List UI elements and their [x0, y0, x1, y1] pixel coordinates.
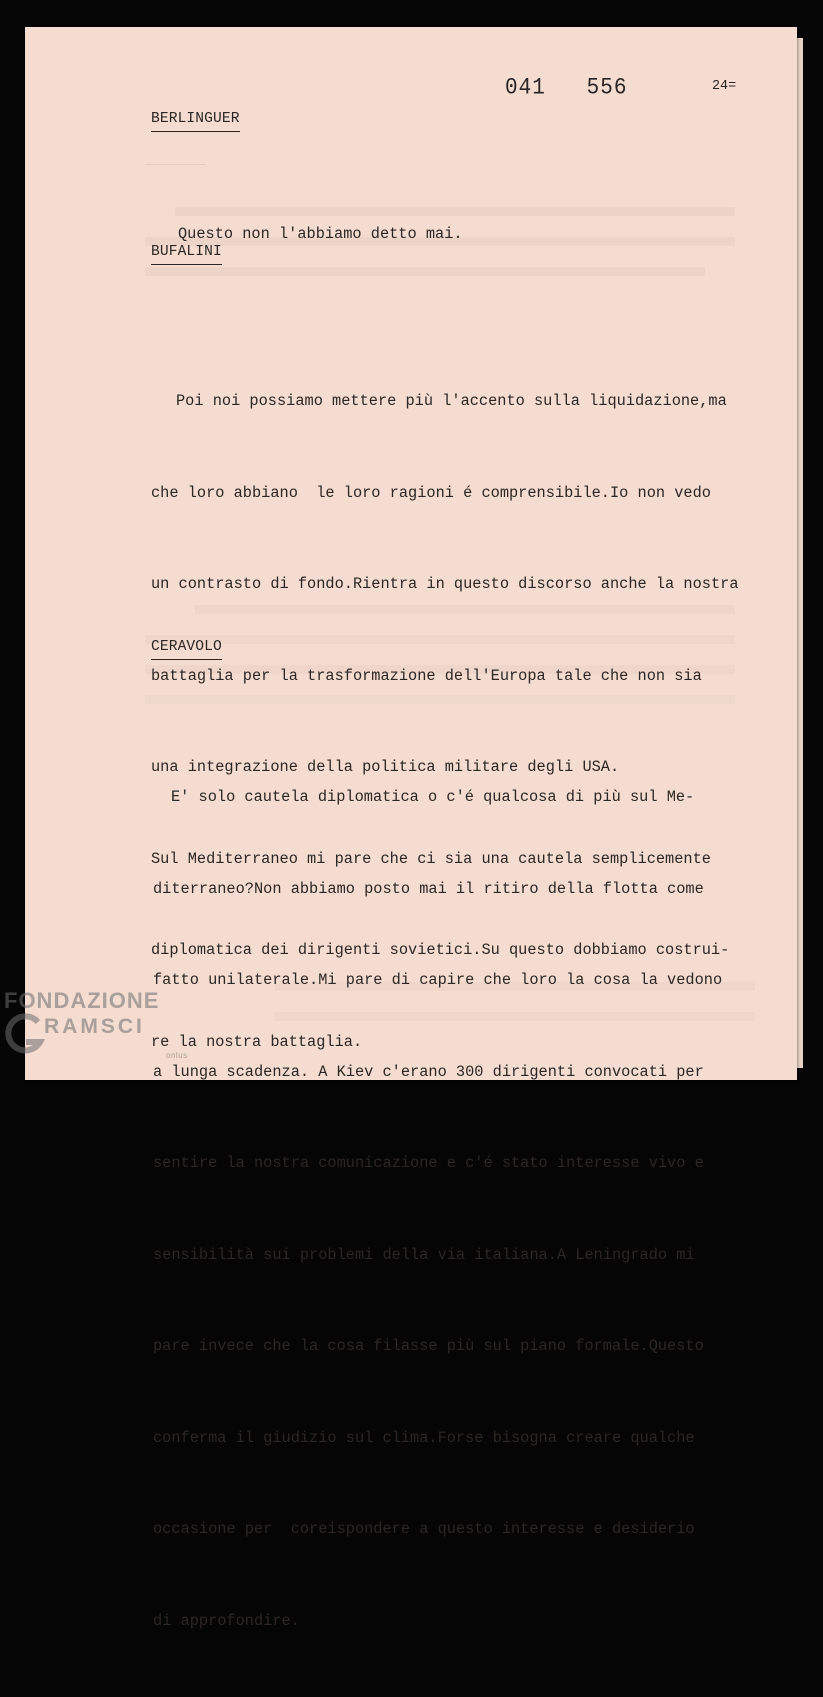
speaker-berlinguer: BERLINGUER: [151, 111, 240, 132]
speaker-ceravolo: CERAVOLO: [151, 639, 222, 660]
text-line: diterraneo?Non abbiamo posto mai il ritiro della flotta come: [153, 879, 704, 898]
text-line: occasione per coreispondere a questo interesse e desiderio: [153, 1520, 695, 1538]
paragraph-berlinguer: [178, 158, 463, 311]
text-line: re la nostra battaglia.: [151, 1032, 363, 1051]
text-line: diplomatica dei dirigenti sovietici.Su questo dobbiamo costrui-: [151, 941, 730, 959]
text-line: conferma il giudizio sul clima.Forse bisogna creare qualche: [153, 1428, 695, 1447]
text-line: sentire la nostra comunicazione e c'é stato interesse vivo e: [153, 1154, 704, 1172]
text-line: battaglia per la trasformazione dell'Europa tale che non sia: [151, 666, 702, 685]
speaker-bufalini: BUFALINI: [151, 244, 222, 265]
archive-number: 041 556: [505, 75, 628, 102]
typewritten-page: [25, 27, 797, 1630]
page-number: 24=: [712, 79, 737, 94]
text-line: Sul Mediterraneo mi pare che ci sia una cautela semplicemente: [151, 849, 711, 868]
watermark-line-3: onlus: [166, 1051, 188, 1060]
text-line: di approfondire.: [153, 1611, 300, 1630]
page-edge: [797, 38, 803, 1068]
text-line: che loro abbiano le loro ragioni é comprensibile.Io non vedo: [151, 483, 711, 502]
text-line: Questo non l'abbiamo detto mai.: [178, 225, 463, 243]
g-logo-icon: [4, 1012, 44, 1056]
paragraph-ceravolo: [153, 721, 722, 1697]
text-line: un contrasto di fondo.Rientra in questo discorso anche la nostra: [151, 575, 739, 593]
fondazione-gramsci-watermark: [4, 988, 188, 1060]
watermark-line-1: FONDAZIONE: [4, 988, 160, 1013]
text-line: fatto unilaterale.Mi pare di capire che loro la cosa la vedono: [153, 971, 723, 989]
text-line: pare invece che la cosa filasse più sul piano formale.Questo: [153, 1337, 704, 1355]
text-line: E' solo cautela diplomatica o c'é qualcosa di più sul Me-: [171, 788, 695, 806]
watermark-line-2: RAMSCI: [44, 1015, 145, 1038]
text-line: sensibilità sui problemi della via italiana.A Leningrado mi: [153, 1245, 695, 1264]
text-line: una integrazione della politica militare degli USA.: [151, 758, 620, 776]
text-line: Poi noi possiamo mettere più l'accento sulla liquidazione,ma: [176, 392, 727, 410]
text-line: a lunga scadenza. A Kiev c'erano 300 dirigenti convocati per: [153, 1062, 704, 1081]
